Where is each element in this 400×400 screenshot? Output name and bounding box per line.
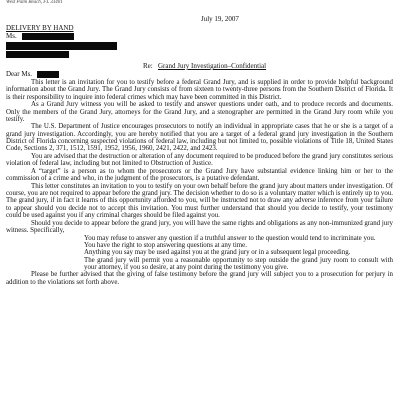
- subject-text: Grand Jury Investigation–Confidential: [157, 62, 267, 70]
- letter-date: July 19, 2007: [201, 15, 239, 23]
- rights-list: [6, 235, 393, 272]
- redaction-recipient-address-1: [6, 42, 117, 50]
- paragraph-rights-intro: Should you decide to appear before the grand jury, you will have the same rights and obligations as any non-immunized grand jury witness. Specifically,: [6, 219, 393, 234]
- subject-line: [143, 63, 266, 70]
- redaction-recipient-address-2: [6, 51, 69, 58]
- redaction-recipient-name: [22, 33, 74, 40]
- redaction-salutation-name: [37, 71, 59, 78]
- recipient-line: [6, 33, 17, 40]
- paragraph-target-notice: The U.S. Department of Justice encourages prosecutors to notify an individual in appropriate cases that he or she is a target of a grand jury investigation. Accordingly, you are hereby notified that you are a target of a federal grand jury investigation in the Southern District of Florida concerning suspected violations of federal law, including but not limited to, possible violations of Title 18, United States Code, Sections 2, 371, 1512, 1591, 1952, 1956, 1960, 2421, 2422, and 2423.: [6, 123, 393, 153]
- paragraph-target-definition: A “target” is a person as to whom the prosecutors or the Grand Jury have substantial evidence linking him or her to the commission of a crime and who, in the judgment of the prosecutors, is a putative defendant.: [6, 167, 393, 183]
- right-item-consult: The grand jury will permit you a reasonable opportunity to step outside the grand jury room to consult with your attorney, if you so desire, at any point during the testimony you give.: [84, 256, 393, 271]
- paragraph-testify-invitation: This letter constitutes an invitation to you to testify on your own behalf before the grand jury about matters under investigation. Of course, you are not required to appear before the grand jury. The decision whether to do so is a voluntary matter which is entirely up to you. The grand jury, if in fact it learns of this opportunity afforded to you, will be instructed not to draw any adverse inference from your failure to appear should you decide not to accept this invitation. You must further understand that should you decide to testify, your testimony could be used against you if any criminal charges should be filed against you.: [6, 182, 393, 220]
- paragraph-witness: As a Grand Jury witness you will be asked to testify and answer questions under oath, and to produce records and documents. Only the members of the Grand Jury, attorneys for the Grand Jury, and a stenographer are permitted in the Grand Jury room while you testify.: [6, 101, 393, 123]
- right-item-used-against: Anything you say may be used against you at the grand jury or in a subsequent legal proceeding.: [84, 249, 351, 257]
- right-item-refuse: You may refuse to answer any question if a truthful answer to the question would tend to incriminate you.: [84, 234, 376, 242]
- paragraph-invitation: This letter is an invitation for you to testify before a federal Grand Jury, and is supplied in order to provide helpful background information about the Grand Jury. The Grand Jury consists of from sixteen to twenty-three persons from the Southern District of Florida. It is their responsibility to inquire into federal crimes which may have been committed in this District.: [6, 79, 393, 101]
- right-item-stop: You have the right to stop answering questions at any time.: [84, 241, 247, 249]
- letter-body: [6, 79, 393, 286]
- delivery-method: DELIVERY BY HAND: [6, 24, 74, 32]
- subject-label: Re:: [143, 62, 153, 70]
- salutation-text: Dear Ms.: [6, 70, 33, 78]
- recipient-title: Ms.: [6, 32, 17, 40]
- paragraph-documents: You are advised that the destruction or alteration of any document required to be produced before the grand jury constitutes serious violation of federal law, including but not limited to Obstruction of Justice.: [6, 153, 393, 168]
- header-address: West Palm Beach, FL 33401: [6, 0, 63, 5]
- paragraph-perjury: Please be further advised that the giving of false testimony before the grand jury will subject you to a prosecution for perjury in addition to the violations set forth above.: [6, 271, 393, 286]
